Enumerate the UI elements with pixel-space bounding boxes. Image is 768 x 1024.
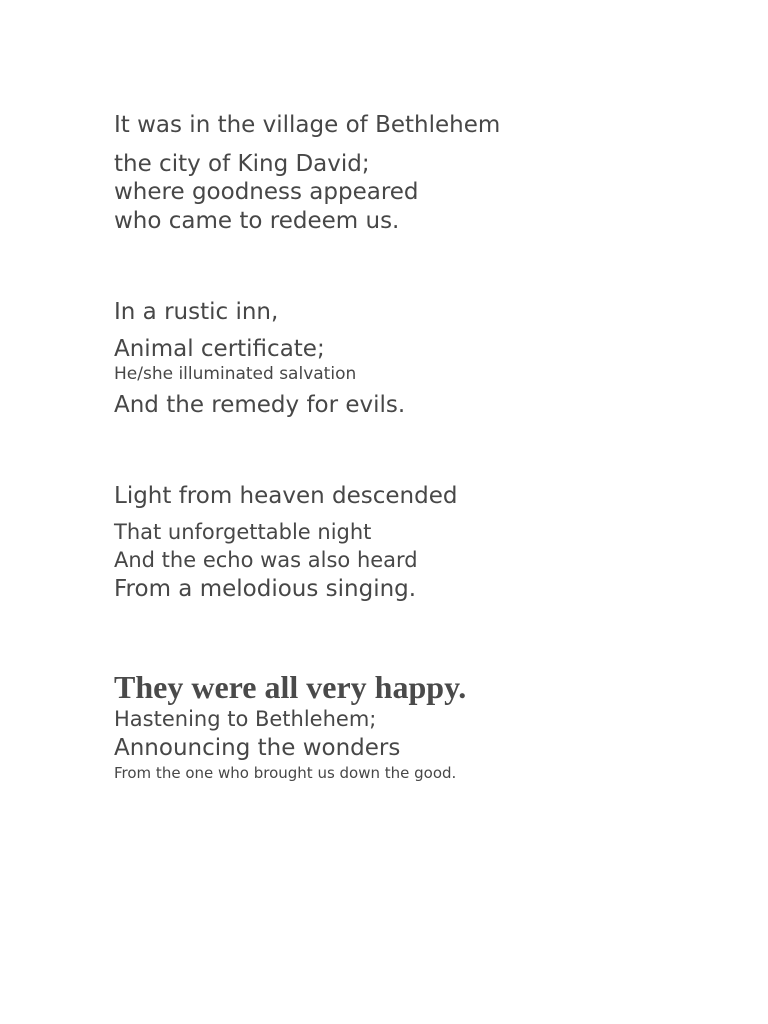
stanza2-line4: And the remedy for evils. — [114, 392, 406, 418]
stanza4-line4: From the one who brought us down the good. — [114, 764, 457, 782]
stanza4-line1: They were all very happy. — [114, 669, 467, 705]
stanza3-line1: Light from heaven descended — [114, 483, 458, 509]
stanza1-line4: who came to redeem us. — [114, 208, 400, 234]
stanza3-line3: And the echo was also heard — [114, 548, 418, 572]
stanza4-line2: Hastening to Bethlehem; — [114, 707, 377, 731]
stanza1-line1: It was in the village of Bethlehem — [114, 112, 501, 138]
stanza1-line2: the city of King David; — [114, 151, 370, 177]
stanza2-line1: In a rustic inn, — [114, 299, 279, 325]
stanza4-line3: Announcing the wonders — [114, 735, 401, 761]
stanza1-line3: where goodness appeared — [114, 179, 419, 205]
stanza3-line2: That unforgettable night — [114, 520, 372, 544]
stanza2-line3: He/she illuminated salvation — [114, 364, 357, 384]
stanza3-line4: From a melodious singing. — [114, 576, 417, 602]
stanza2-line2: Animal certificate; — [114, 336, 325, 362]
